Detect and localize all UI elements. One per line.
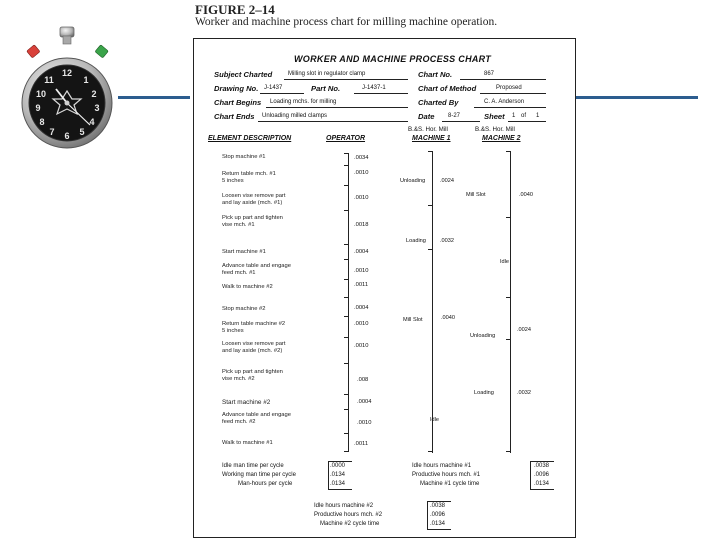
list-item: Start machine #2 [222,399,271,406]
list-item: Loosen vise remove part and lay aside (mch. #2) [222,341,286,354]
charted-by-value: C. A. Anderson [484,99,525,105]
machine1-loading-label: Loading [406,238,426,244]
figure-caption: Worker and machine process chart for milling machine operation. [195,16,498,28]
operator-time: .0010 [354,268,369,274]
svg-text:11: 11 [44,75,54,85]
machine1-loading-time: .0032 [440,238,454,244]
list-item: Advance table and engage feed mch. #2 [222,412,291,425]
operator-time: .0004 [357,399,372,405]
svg-text:3: 3 [94,103,100,113]
chart-ends-label: Chart Ends [214,112,255,121]
part-label: Part No. [311,84,341,93]
operator-time: .0010 [354,170,369,176]
summary-value: .0038 [534,463,550,469]
svg-text:7: 7 [49,127,55,137]
part-value: J-1437-1 [362,85,386,91]
machine1-heading: MACHINE 1 [412,135,451,142]
element-description-heading: ELEMENT DESCRIPTION [208,135,292,142]
operator-time: .0011 [354,441,369,447]
subject-value: Milling slot in regulator clamp [288,71,366,77]
summary-value: .0134 [534,481,550,487]
chart-method-label: Chart of Method [418,84,477,93]
list-item: Advance table and engage feed mch. #1 [222,263,291,276]
machine2-heading: MACHINE 2 [482,135,521,142]
list-item: Stop machine #1 [222,154,266,160]
list-item: Walk to machine #1 [222,440,273,446]
operator-timeline [348,153,349,451]
operator-time: .0010 [357,420,372,426]
list-item: Idle hours machine #1 [412,463,472,469]
machine2-unloading-time: .0024 [517,327,531,333]
list-item: Idle man time per cycle [222,463,284,469]
machine1-mill-slot-label: Mill Slot [403,317,423,323]
subject-label: Subject Charted [214,70,273,79]
drawing-label: Drawing No. [214,84,259,93]
date-label: Date [418,112,435,121]
list-item: Start machine #1 [222,249,266,255]
chart-method-value: Proposed [496,85,522,91]
machine2-type: B.&S. Hor. Mill [475,126,515,133]
machine2-mill-slot-time: .0040 [519,192,533,198]
list-item: Idle hours machine #2 [314,503,374,509]
machine2-unloading-label: Unloading [470,333,496,339]
list-item: Return table mch. #1 5 inches [222,171,276,184]
operator-time: .0010 [354,321,369,327]
summary-value: .0096 [430,512,446,518]
summary-value: .0134 [330,472,346,478]
date-value: 8-27 [448,113,461,119]
chart-title: WORKER AND MACHINE PROCESS CHART [294,54,492,64]
list-item: Man-hours per cycle [238,481,293,487]
operator-time: .008 [357,377,369,383]
svg-text:8: 8 [39,117,45,127]
sheet-total: 1 [536,113,540,119]
list-item: Working man time per cycle [222,472,296,478]
figure-number: FIGURE 2–14 [195,2,275,17]
summary-value: .0134 [430,521,446,527]
svg-text:12: 12 [61,68,73,78]
list-item: Pick up part and tighten vise mch. #1 [222,215,283,228]
operator-heading: OPERATOR [326,135,366,142]
list-item: Return table machine #2 5 inches [222,321,286,334]
operator-time: .0018 [354,222,369,228]
operator-time: .0034 [354,155,369,161]
machine1-idle-label: Idle [430,417,440,423]
machine1-unloading-time: .0024 [440,178,454,184]
list-item: Loosen vise remove part and lay aside (mch. #1) [222,193,286,206]
operator-time: .0010 [354,343,369,349]
list-item: Productive hours mch. #1 [412,472,481,478]
svg-text:2: 2 [91,89,97,99]
operator-time: .0004 [354,249,369,255]
summary-value: .0096 [534,472,550,478]
machine1-mill-slot-time: .0040 [441,315,455,321]
svg-text:10: 10 [35,89,47,99]
machine2-mill-slot-label: Mill Slot [466,192,486,198]
stopwatch-icon [20,25,115,150]
chart-ends-value: Unloading milled clamps [262,113,328,119]
summary-value: .0000 [330,463,346,469]
summary-value: .0134 [330,481,346,487]
list-item: Pick up part and tighten vise mch. #2 [222,369,283,382]
svg-text:1: 1 [83,75,89,85]
machine1-unloading-label: Unloading [400,178,426,184]
sheet-of: of [521,113,527,119]
list-item: Stop machine #2 [222,306,266,312]
machine2-loading-label: Loading [474,390,494,396]
machine1-type: B.&S. Hor. Mill [408,126,448,133]
list-item: Productive hours mch. #2 [314,512,383,518]
chart-no-label: Chart No. [418,70,453,79]
list-item: Machine #2 cycle time [320,521,380,527]
svg-text:5: 5 [79,127,85,137]
svg-text:9: 9 [35,103,41,113]
accent-rule-left [118,96,190,99]
operator-time: .0010 [354,195,369,201]
chart-begins-label: Chart Begins [214,98,262,107]
chart-no-value: 867 [484,71,495,77]
accent-rule-right [576,96,698,99]
charted-by-label: Charted By [418,98,459,107]
list-item: Machine #1 cycle time [420,481,480,487]
machine2-idle-label: Idle [500,259,510,265]
machine2-timeline [510,151,511,453]
machine2-loading-time: .0032 [517,390,531,396]
summary-value: .0038 [430,503,446,509]
drawing-value: J-1437 [264,85,283,91]
sheet-number: 1 [512,113,516,119]
operator-time: .0011 [354,282,369,288]
svg-text:4: 4 [89,117,95,127]
operator-time: .0004 [354,305,369,311]
chart-begins-value: Loading mchs. for milling [270,99,337,105]
process-chart-sheet [193,38,576,538]
svg-text:6: 6 [64,131,70,141]
list-item: Walk to machine #2 [222,284,273,290]
machine1-timeline [432,151,433,453]
sheet-label: Sheet [484,112,505,121]
